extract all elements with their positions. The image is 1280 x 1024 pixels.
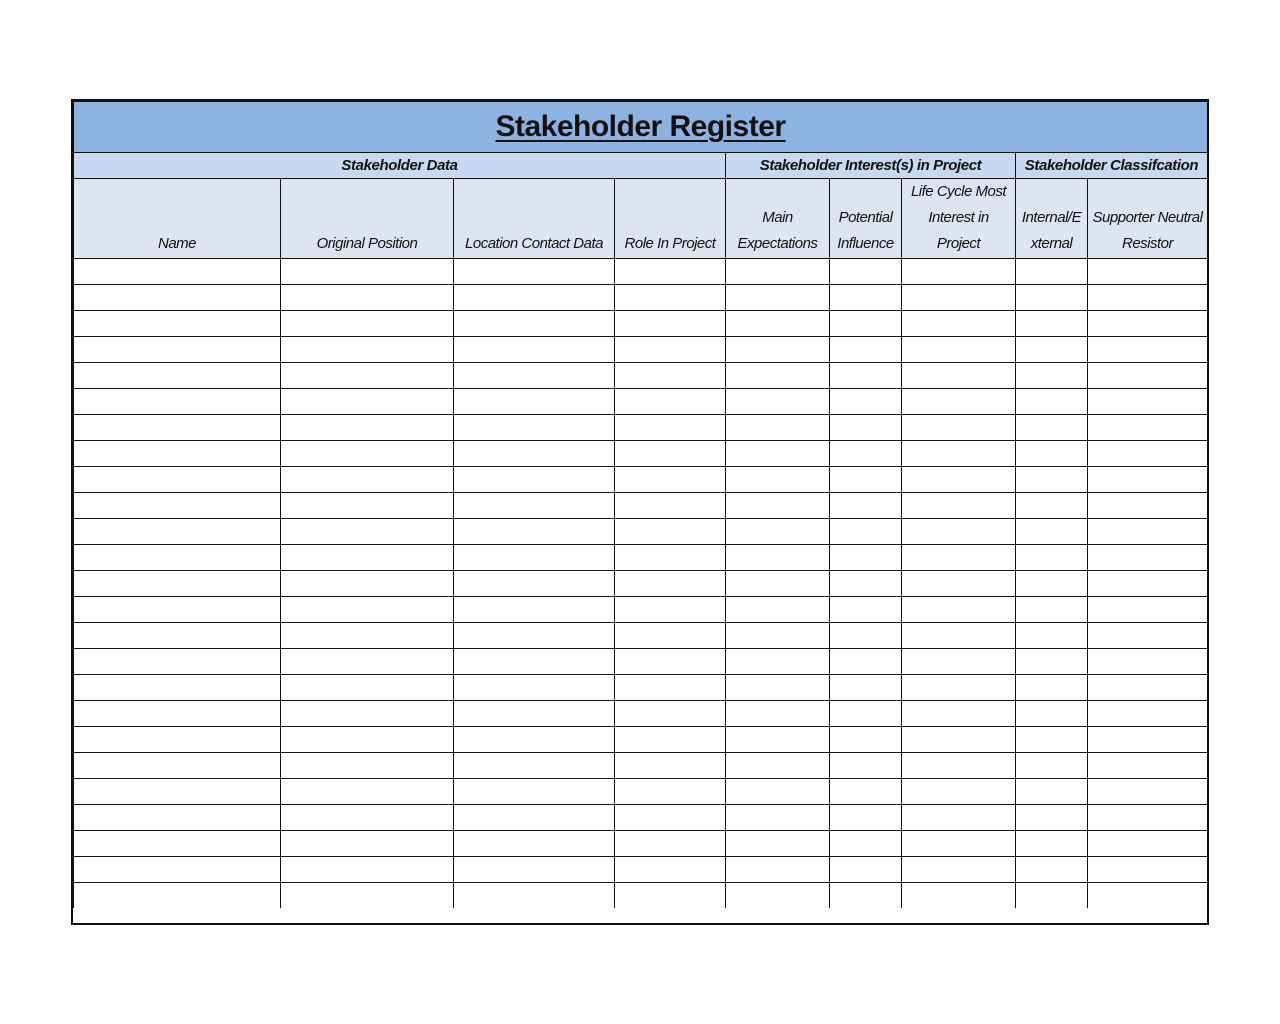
register-cell[interactable]	[1016, 545, 1088, 571]
register-cell[interactable]	[74, 363, 281, 389]
register-cell[interactable]	[1016, 649, 1088, 675]
register-cell[interactable]	[74, 675, 281, 701]
register-cell[interactable]	[1088, 675, 1208, 701]
register-cell[interactable]	[281, 363, 454, 389]
register-cell[interactable]	[454, 649, 615, 675]
register-cell[interactable]	[726, 779, 830, 805]
register-cell[interactable]	[902, 883, 1016, 909]
register-cell[interactable]	[726, 857, 830, 883]
register-cell[interactable]	[281, 467, 454, 493]
table-row	[74, 883, 1208, 909]
register-cell[interactable]	[281, 493, 454, 519]
stakeholder-register-table	[73, 101, 1208, 908]
register-cell[interactable]	[281, 883, 454, 909]
register-cell[interactable]	[454, 753, 615, 779]
register-cell[interactable]	[281, 571, 454, 597]
register-cell[interactable]	[726, 883, 830, 909]
register-cell[interactable]	[74, 337, 281, 363]
register-cell[interactable]	[830, 883, 902, 909]
register-cell[interactable]	[74, 857, 281, 883]
register-cell[interactable]	[281, 649, 454, 675]
register-cell[interactable]	[1088, 389, 1208, 415]
register-cell[interactable]	[74, 441, 281, 467]
register-cell[interactable]	[615, 649, 726, 675]
register-cell[interactable]	[615, 441, 726, 467]
register-cell[interactable]	[902, 311, 1016, 337]
register-cell[interactable]	[454, 597, 615, 623]
register-cell[interactable]	[1016, 831, 1088, 857]
register-cell[interactable]	[726, 597, 830, 623]
register-cell[interactable]	[281, 337, 454, 363]
register-cell[interactable]	[902, 805, 1016, 831]
register-cell[interactable]	[830, 415, 902, 441]
register-cell[interactable]	[726, 415, 830, 441]
register-cell[interactable]	[454, 389, 615, 415]
register-cell[interactable]	[902, 285, 1016, 311]
table-row	[74, 311, 1208, 337]
register-cell[interactable]	[615, 285, 726, 311]
register-cell[interactable]	[615, 363, 726, 389]
table-row	[74, 649, 1208, 675]
register-cell[interactable]	[830, 571, 902, 597]
register-cell[interactable]	[454, 857, 615, 883]
register-cell[interactable]	[902, 363, 1016, 389]
register-cell[interactable]	[454, 259, 615, 285]
register-cell[interactable]	[1016, 311, 1088, 337]
register-cell[interactable]	[902, 337, 1016, 363]
register-cell[interactable]	[726, 753, 830, 779]
register-cell[interactable]	[830, 337, 902, 363]
register-cell[interactable]	[615, 597, 726, 623]
register-cell[interactable]	[281, 415, 454, 441]
register-cell[interactable]	[1016, 597, 1088, 623]
table-row	[74, 285, 1208, 311]
register-cell[interactable]	[902, 519, 1016, 545]
register-cell[interactable]	[615, 883, 726, 909]
column-header-supporter-neutral-resistor	[1088, 179, 1208, 259]
register-cell[interactable]	[902, 831, 1016, 857]
register-cell[interactable]	[726, 259, 830, 285]
register-cell[interactable]	[74, 493, 281, 519]
register-cell[interactable]	[1016, 753, 1088, 779]
register-cell[interactable]	[615, 675, 726, 701]
group-header-stakeholder-interests: Stakeholder Interest(s) in Project	[726, 153, 1016, 179]
register-cell[interactable]	[830, 467, 902, 493]
register-cell[interactable]	[902, 545, 1016, 571]
table-row	[74, 467, 1208, 493]
register-cell[interactable]	[1088, 701, 1208, 727]
register-cell[interactable]	[1016, 285, 1088, 311]
register-cell[interactable]	[74, 519, 281, 545]
register-cell[interactable]	[726, 467, 830, 493]
register-cell[interactable]	[74, 467, 281, 493]
register-cell[interactable]	[1088, 571, 1208, 597]
register-cell[interactable]	[1016, 493, 1088, 519]
register-cell[interactable]	[281, 623, 454, 649]
register-cell[interactable]	[830, 285, 902, 311]
register-cell[interactable]	[281, 285, 454, 311]
register-cell[interactable]	[726, 493, 830, 519]
table-row	[74, 701, 1208, 727]
register-cell[interactable]	[1016, 389, 1088, 415]
register-cell[interactable]	[830, 701, 902, 727]
register-cell[interactable]	[454, 571, 615, 597]
column-header-label: Role In Project	[624, 235, 716, 252]
register-cell[interactable]	[74, 259, 281, 285]
register-cell[interactable]	[726, 311, 830, 337]
register-cell[interactable]	[902, 415, 1016, 441]
register-cell[interactable]	[830, 441, 902, 467]
register-cell[interactable]	[726, 649, 830, 675]
register-cell[interactable]	[281, 753, 454, 779]
column-header-life-cycle-interest	[902, 179, 1016, 259]
register-cell[interactable]	[830, 779, 902, 805]
register-cell[interactable]	[454, 493, 615, 519]
register-cell[interactable]	[454, 285, 615, 311]
register-cell[interactable]	[281, 779, 454, 805]
table-row	[74, 363, 1208, 389]
register-cell[interactable]	[281, 519, 454, 545]
table-row	[74, 753, 1208, 779]
table-row	[74, 415, 1208, 441]
register-cell[interactable]	[1016, 779, 1088, 805]
register-cell[interactable]	[1016, 857, 1088, 883]
table-row	[74, 441, 1208, 467]
register-cell[interactable]	[1016, 467, 1088, 493]
register-cell[interactable]	[281, 389, 454, 415]
register-cell[interactable]	[902, 259, 1016, 285]
register-title: Stakeholder Register	[495, 110, 786, 143]
table-row	[74, 779, 1208, 805]
register-cell[interactable]	[1016, 701, 1088, 727]
register-cell[interactable]	[454, 701, 615, 727]
table-row	[74, 493, 1208, 519]
register-cell[interactable]	[615, 857, 726, 883]
register-cell[interactable]	[726, 623, 830, 649]
column-header-original-position	[281, 179, 454, 259]
register-cell[interactable]	[615, 415, 726, 441]
register-cell[interactable]	[1088, 285, 1208, 311]
register-cell[interactable]	[1016, 415, 1088, 441]
register-cell[interactable]	[281, 857, 454, 883]
register-cell[interactable]	[454, 337, 615, 363]
column-header-location-contact-data	[454, 179, 615, 259]
table-row	[74, 519, 1208, 545]
register-cell[interactable]	[454, 467, 615, 493]
register-cell[interactable]	[74, 623, 281, 649]
register-cell[interactable]	[615, 389, 726, 415]
register-cell[interactable]	[902, 389, 1016, 415]
register-cell[interactable]	[74, 805, 281, 831]
register-cell[interactable]	[1088, 883, 1208, 909]
table-row	[74, 545, 1208, 571]
register-cell[interactable]	[902, 727, 1016, 753]
register-cell[interactable]	[74, 311, 281, 337]
register-cell[interactable]	[281, 311, 454, 337]
register-cell[interactable]	[726, 675, 830, 701]
register-cell[interactable]	[615, 701, 726, 727]
column-header-main-expectations	[726, 179, 830, 259]
register-cell[interactable]	[1088, 493, 1208, 519]
register-cell[interactable]	[830, 545, 902, 571]
register-cell[interactable]	[830, 857, 902, 883]
register-cell[interactable]	[902, 779, 1016, 805]
register-cell[interactable]	[615, 779, 726, 805]
register-cell[interactable]	[1088, 727, 1208, 753]
column-header-label: Location Contact Data	[465, 235, 603, 252]
column-header-label: Internal/E xternal	[1021, 209, 1082, 252]
register-cell[interactable]	[902, 753, 1016, 779]
register-cell[interactable]	[1088, 597, 1208, 623]
register-cell[interactable]	[1016, 363, 1088, 389]
register-cell[interactable]	[1016, 727, 1088, 753]
table-row	[74, 805, 1208, 831]
register-cell[interactable]	[1088, 805, 1208, 831]
column-header-label: Main Expectations	[737, 209, 818, 252]
table-row	[74, 675, 1208, 701]
register-cell[interactable]	[830, 805, 902, 831]
register-cell[interactable]	[1016, 883, 1088, 909]
register-cell[interactable]	[281, 675, 454, 701]
register-cell[interactable]	[615, 727, 726, 753]
register-title-cell	[74, 102, 1208, 153]
column-header-label: Life Cycle Most Interest in Project	[910, 183, 1007, 252]
register-cell[interactable]	[902, 571, 1016, 597]
register-cell[interactable]	[454, 363, 615, 389]
register-cell[interactable]	[1088, 441, 1208, 467]
column-header-name	[74, 179, 281, 259]
register-cell[interactable]	[281, 805, 454, 831]
column-header-label: Potential Influence	[837, 209, 894, 252]
register-cell[interactable]	[1088, 259, 1208, 285]
column-header-label: Supporter Neutral Resistor	[1092, 209, 1203, 252]
group-header-stakeholder-classification: Stakeholder Classifcation	[1016, 153, 1208, 179]
table-row	[74, 571, 1208, 597]
register-cell[interactable]	[902, 597, 1016, 623]
register-cell[interactable]	[615, 545, 726, 571]
table-row	[74, 597, 1208, 623]
register-cell[interactable]	[454, 623, 615, 649]
register-cell[interactable]	[902, 493, 1016, 519]
register-cell[interactable]	[454, 883, 615, 909]
register-cell[interactable]	[615, 623, 726, 649]
register-cell[interactable]	[615, 311, 726, 337]
register-cell[interactable]	[1088, 545, 1208, 571]
register-cell[interactable]	[1088, 831, 1208, 857]
register-cell[interactable]	[726, 571, 830, 597]
register-cell[interactable]	[454, 831, 615, 857]
register-cell[interactable]	[615, 493, 726, 519]
register-cell[interactable]	[726, 545, 830, 571]
register-cell[interactable]	[74, 571, 281, 597]
column-header-potential-influence	[830, 179, 902, 259]
register-cell[interactable]	[1016, 805, 1088, 831]
register-cell[interactable]	[1088, 857, 1208, 883]
register-cell[interactable]	[726, 363, 830, 389]
register-cell[interactable]	[902, 623, 1016, 649]
group-header-stakeholder-data: Stakeholder Data	[74, 153, 726, 179]
register-cell[interactable]	[902, 675, 1016, 701]
register-cell[interactable]	[615, 467, 726, 493]
register-cell[interactable]	[726, 519, 830, 545]
register-cell[interactable]	[902, 441, 1016, 467]
register-cell[interactable]	[1088, 415, 1208, 441]
register-cell[interactable]	[281, 597, 454, 623]
register-cell[interactable]	[454, 805, 615, 831]
register-cell[interactable]	[454, 415, 615, 441]
table-row	[74, 831, 1208, 857]
register-cell[interactable]	[74, 285, 281, 311]
stakeholder-register-sheet	[71, 99, 1209, 925]
register-cell[interactable]	[1088, 623, 1208, 649]
register-cell[interactable]	[830, 597, 902, 623]
register-cell[interactable]	[830, 363, 902, 389]
register-cell[interactable]	[454, 519, 615, 545]
register-cell[interactable]	[726, 389, 830, 415]
register-cell[interactable]	[1088, 311, 1208, 337]
table-row	[74, 389, 1208, 415]
register-cell[interactable]	[74, 779, 281, 805]
register-cell[interactable]	[454, 675, 615, 701]
table-row	[74, 259, 1208, 285]
register-cell[interactable]	[74, 389, 281, 415]
register-cell[interactable]	[281, 545, 454, 571]
register-cell[interactable]	[74, 701, 281, 727]
register-cell[interactable]	[1088, 779, 1208, 805]
register-cell[interactable]	[74, 597, 281, 623]
register-cell[interactable]	[902, 701, 1016, 727]
register-cell[interactable]	[615, 831, 726, 857]
register-cell[interactable]	[281, 441, 454, 467]
register-cell[interactable]	[902, 467, 1016, 493]
register-cell[interactable]	[1016, 519, 1088, 545]
register-body	[74, 259, 1208, 909]
register-cell[interactable]	[830, 649, 902, 675]
register-cell[interactable]	[726, 441, 830, 467]
register-cell[interactable]	[830, 727, 902, 753]
register-cell[interactable]	[830, 831, 902, 857]
register-cell[interactable]	[615, 259, 726, 285]
column-header-internal-external	[1016, 179, 1088, 259]
register-cell[interactable]	[726, 337, 830, 363]
column-header-label: Name	[157, 235, 196, 252]
register-cell[interactable]	[615, 805, 726, 831]
register-cell[interactable]	[726, 285, 830, 311]
register-cell[interactable]	[454, 779, 615, 805]
register-cell[interactable]	[726, 727, 830, 753]
table-row	[74, 337, 1208, 363]
register-cell[interactable]	[1088, 519, 1208, 545]
register-cell[interactable]	[830, 493, 902, 519]
register-cell[interactable]	[902, 649, 1016, 675]
register-cell[interactable]	[454, 727, 615, 753]
register-cell[interactable]	[74, 727, 281, 753]
register-cell[interactable]	[726, 805, 830, 831]
register-cell[interactable]	[1016, 675, 1088, 701]
register-cell[interactable]	[74, 545, 281, 571]
register-cell[interactable]	[615, 337, 726, 363]
register-cell[interactable]	[1016, 259, 1088, 285]
table-row	[74, 727, 1208, 753]
column-header-label: Original Position	[316, 235, 418, 252]
register-cell[interactable]	[1088, 363, 1208, 389]
register-cell[interactable]	[1088, 753, 1208, 779]
register-cell[interactable]	[74, 753, 281, 779]
register-cell[interactable]	[1088, 649, 1208, 675]
register-cell[interactable]	[830, 753, 902, 779]
register-cell[interactable]	[830, 311, 902, 337]
register-cell[interactable]	[74, 883, 281, 909]
register-cell[interactable]	[615, 571, 726, 597]
register-cell[interactable]	[281, 831, 454, 857]
register-cell[interactable]	[1016, 337, 1088, 363]
register-cell[interactable]	[830, 623, 902, 649]
register-cell[interactable]	[281, 259, 454, 285]
register-cell[interactable]	[726, 701, 830, 727]
register-cell[interactable]	[1088, 337, 1208, 363]
register-cell[interactable]	[1016, 623, 1088, 649]
register-cell[interactable]	[74, 415, 281, 441]
register-cell[interactable]	[454, 311, 615, 337]
register-cell[interactable]	[615, 753, 726, 779]
register-cell[interactable]	[281, 701, 454, 727]
register-cell[interactable]	[74, 831, 281, 857]
register-cell[interactable]	[830, 389, 902, 415]
register-cell[interactable]	[830, 675, 902, 701]
register-cell[interactable]	[1088, 467, 1208, 493]
register-cell[interactable]	[830, 259, 902, 285]
register-cell[interactable]	[1016, 571, 1088, 597]
register-cell[interactable]	[454, 545, 615, 571]
register-cell[interactable]	[454, 441, 615, 467]
register-cell[interactable]	[726, 831, 830, 857]
register-cell[interactable]	[902, 857, 1016, 883]
column-header-role-in-project	[615, 179, 726, 259]
register-cell[interactable]	[281, 727, 454, 753]
table-row	[74, 623, 1208, 649]
register-cell[interactable]	[74, 649, 281, 675]
register-cell[interactable]	[830, 519, 902, 545]
table-row	[74, 857, 1208, 883]
register-cell[interactable]	[615, 519, 726, 545]
register-cell[interactable]	[1016, 441, 1088, 467]
